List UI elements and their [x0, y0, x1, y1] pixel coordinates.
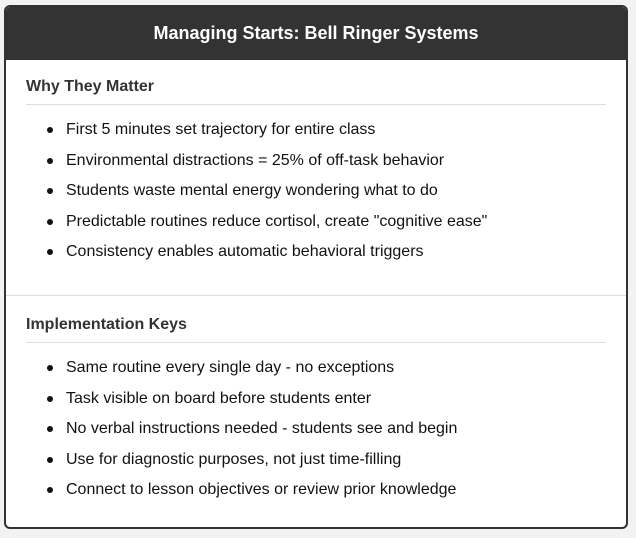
bullet-icon: [47, 487, 53, 493]
list-item: [47, 115, 606, 146]
card-title: Managing Starts: Bell Ringer Systems: [153, 23, 479, 43]
list-item-text: First 5 minutes set trajectory for entire class: [66, 121, 376, 139]
bullet-icon: [47, 127, 53, 133]
list-item-text: Consistency enables automatic behavioral triggers: [66, 243, 424, 261]
list-item-text: Environmental distractions = 25% of off-task behavior: [66, 151, 445, 169]
bullet-icon: [47, 365, 53, 371]
bullet-icon: [47, 158, 53, 164]
bullet-icon: [47, 219, 53, 225]
list-item: [47, 445, 606, 476]
list-item-text: Same routine every single day - no exceptions: [66, 359, 395, 377]
list-item: [47, 207, 606, 238]
bullet-icon: [47, 396, 53, 402]
list-item-text: Connect to lesson objectives or review prior knowledge: [66, 481, 457, 499]
section-title: Implementation Keys: [26, 316, 606, 343]
list-item: [47, 414, 606, 445]
bullet-list: [26, 115, 606, 268]
section-implementation-keys: [6, 296, 626, 506]
list-item-text: Predictable routines reduce cortisol, create "cognitive ease": [66, 212, 488, 230]
section-why-they-matter: [6, 60, 626, 296]
list-item: [47, 176, 606, 207]
bullet-icon: [47, 457, 53, 463]
list-item: [47, 475, 606, 506]
list-item: [47, 384, 606, 415]
list-item-text: Use for diagnostic purposes, not just time-filling: [66, 450, 402, 468]
bullet-list: [26, 353, 606, 506]
bullet-icon: [47, 426, 53, 432]
section-title: Why They Matter: [26, 78, 606, 105]
list-item: [47, 237, 606, 268]
list-item-text: No verbal instructions needed - students see and begin: [66, 420, 458, 438]
list-item: [47, 353, 606, 384]
list-item-text: Task visible on board before students enter: [66, 389, 372, 407]
bullet-icon: [47, 249, 53, 255]
list-item-text: Students waste mental energy wondering what to do: [66, 182, 438, 200]
bullet-icon: [47, 188, 53, 194]
content-card: [4, 5, 628, 529]
card-header: [6, 7, 626, 60]
list-item: [47, 146, 606, 177]
